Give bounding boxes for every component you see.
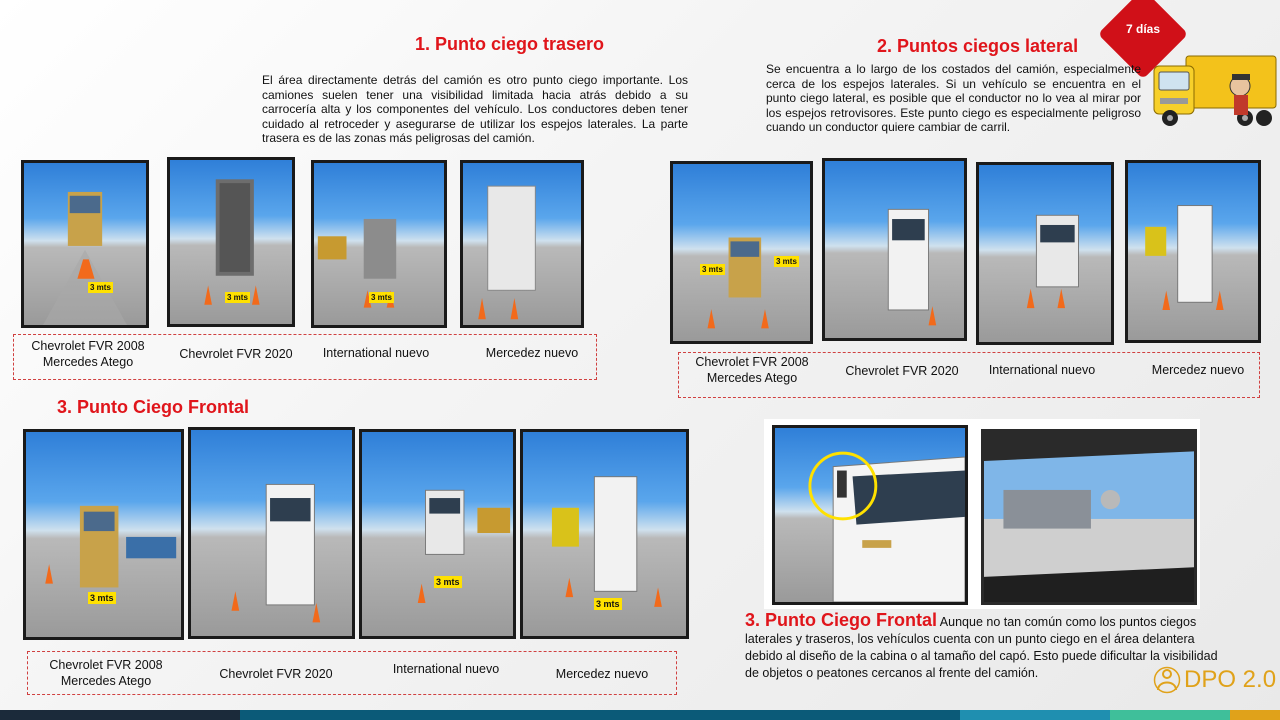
frontal-photo-chevrolet-2008 (23, 429, 184, 640)
dpo-person-icon (1153, 666, 1181, 694)
frontal-description-title: 3. Punto Ciego Frontal (745, 610, 937, 630)
lateral-distance-tag-1: 3 mts (702, 265, 723, 274)
lateral-photo-international (976, 162, 1114, 345)
footer-color-bar (0, 710, 1280, 720)
rear-caption-2: Chevrolet FVR 2020 (179, 347, 293, 361)
dpo-logo (1153, 666, 1276, 694)
rear-distance-tag-1: 3 mts (90, 283, 111, 292)
frontal-distance-tag-2: 3 mts (436, 577, 460, 587)
truck-illustration (1150, 48, 1280, 130)
days-badge-label: 7 días (1125, 22, 1161, 36)
frontal-caption-3: International nuevo (392, 662, 500, 676)
frontal-description-body: Aunque no tan común como los puntos ciegos laterales y traseros, los vehículos cuenta con un punto ciego en el área delantera debido al diseño de la cabina o al tamaño del capó. Esto puede dificultar la visibilidad de objetos o peatones cercanos al frente del camión. (745, 615, 1218, 680)
lateral-caption-3: International nuevo (988, 363, 1096, 377)
lateral-caption-2: Chevrolet FVR 2020 (845, 364, 959, 378)
rear-caption-1: Chevrolet FVR 2008 Mercedes Atego (31, 339, 145, 369)
lateral-caption-4: Mercedez nuevo (1151, 363, 1245, 377)
frontal-windshield-view-photo (981, 429, 1197, 605)
frontal-blindspot-title: 3. Punto Ciego Frontal (57, 397, 249, 417)
lateral-blindspot-title: 2. Puntos ciegos lateral (877, 36, 1079, 56)
frontal-photo-chevrolet-2020 (188, 427, 355, 639)
rear-blindspot-text: El área directamente detrás del camión es otro punto ciego importante. Los camiones suelen tener una visibilidad limitada hacia atrás debido a su carrocería alta y los componentes del vehículo. Los conductores deben tener cuidado al retroceder y asegurarse de utilizar los espejos laterales. La parte trasera es de las zonas más peligrosas del camión. (262, 73, 688, 145)
lateral-blindspot-text: Se encuentra a lo largo de los costados del camión, especialmente cerca de los espejos laterales. Si un vehículo se encuentra en el punto ciego lateral, es posible que el conductor no lo vea al mirar por los espejos retrovisores. Este punto ciego es especialmente peligroso cuando un conductor quiere cambiar de carril. (766, 62, 1141, 134)
frontal-distance-tag-1: 3 mts (90, 593, 114, 603)
rear-distance-tag-2: 3 mts (227, 293, 248, 302)
dpo-logo-text: DPO 2.0 (1184, 666, 1277, 693)
rear-caption-3: International nuevo (322, 346, 430, 360)
rear-photo-chevrolet-2008 (21, 160, 149, 328)
rear-distance-tag-3: 3 mts (371, 293, 392, 302)
frontal-distance-tag-3: 3 mts (596, 599, 620, 609)
frontal-caption-4: Mercedez nuevo (555, 667, 649, 681)
lateral-photo-mercedez (1125, 160, 1261, 343)
rear-blindspot-title: 1. Punto ciego trasero (415, 34, 605, 54)
frontal-caption-1: Chevrolet FVR 2008 Mercedes Atego (49, 658, 163, 688)
lateral-distance-tag-2: 3 mts (776, 257, 797, 266)
frontal-cab-mirror-photo (772, 425, 968, 605)
lateral-photo-chevrolet-2008 (670, 161, 813, 344)
frontal-photo-international (359, 429, 516, 639)
lateral-caption-1: Chevrolet FVR 2008 Mercedes Atego (695, 355, 809, 385)
rear-caption-4: Mercedez nuevo (485, 346, 579, 360)
frontal-caption-2: Chevrolet FVR 2020 (219, 667, 333, 681)
rear-photo-mercedez (460, 160, 584, 328)
lateral-photo-chevrolet-2020 (822, 158, 967, 341)
